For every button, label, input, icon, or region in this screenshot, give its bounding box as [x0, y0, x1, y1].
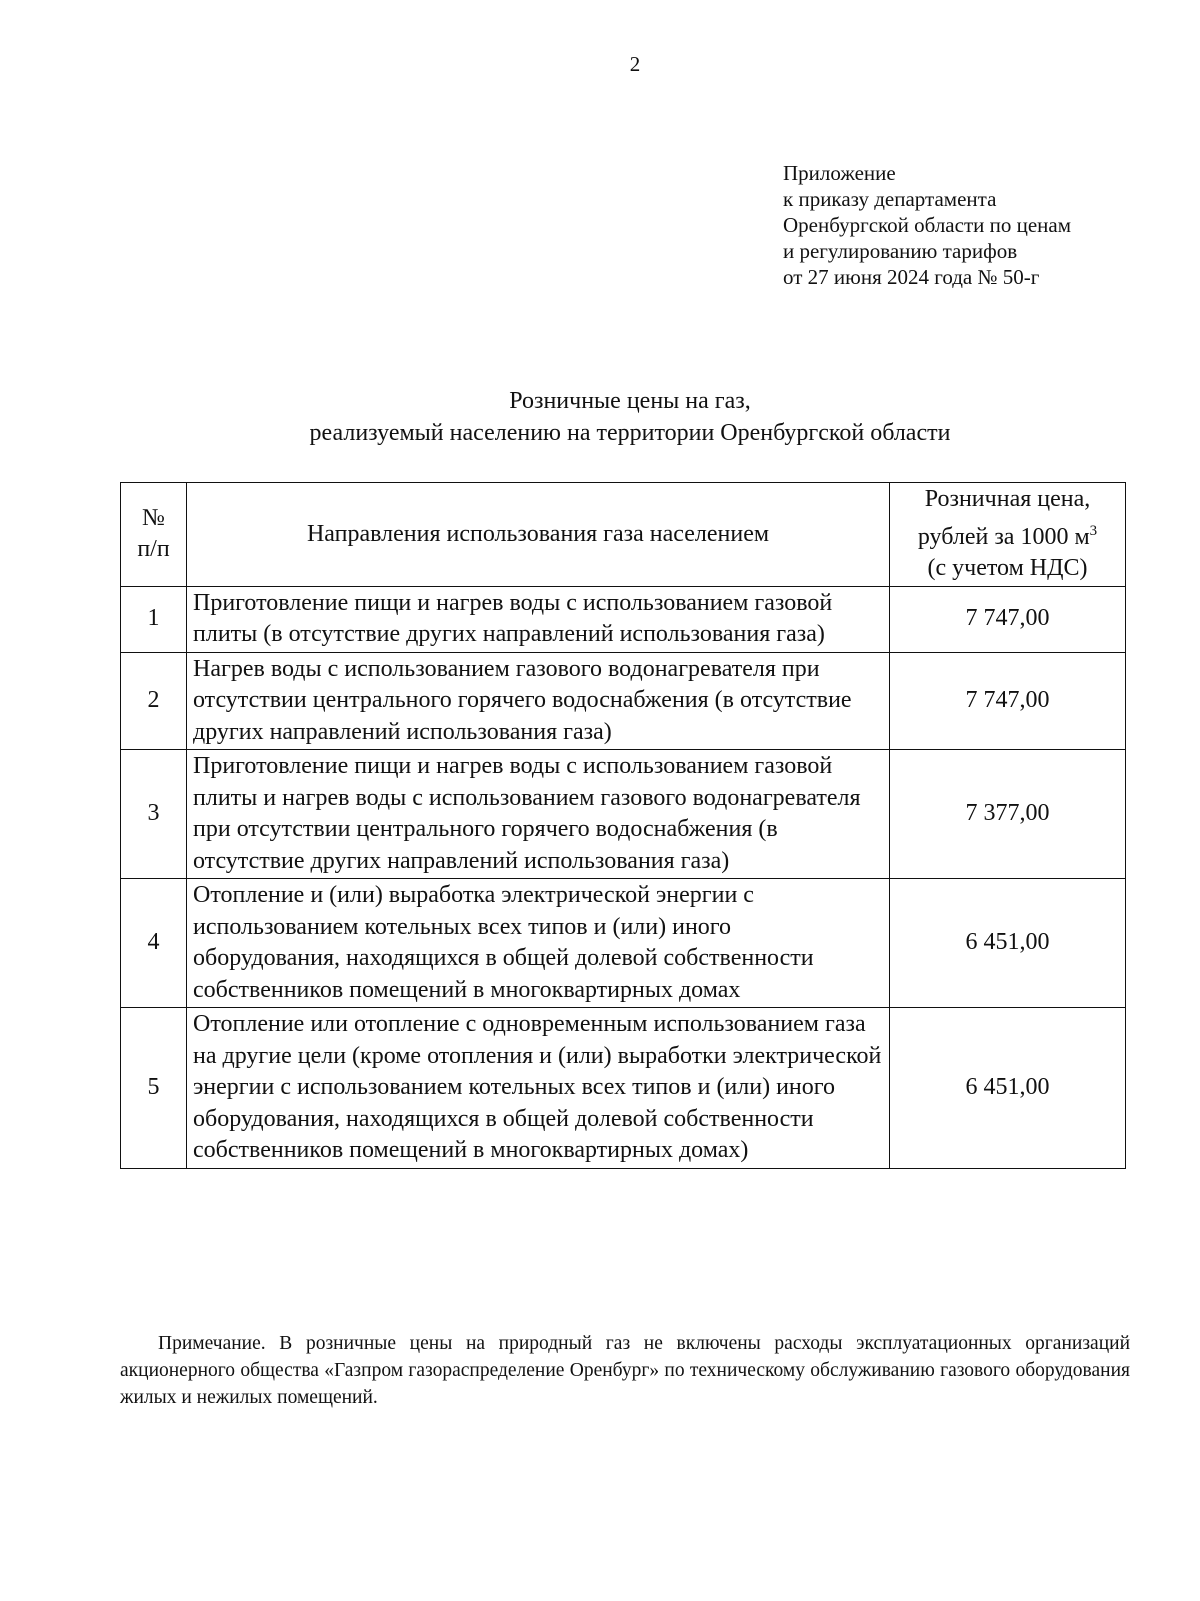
prices-table [120, 482, 1126, 1169]
header-price-line-2 [896, 516, 1119, 554]
header-number-line-2: п/п [137, 536, 170, 563]
appendix-block [783, 160, 1071, 290]
table-row [121, 750, 1126, 879]
table-header-row [121, 483, 1126, 587]
row-direction: Отопление или отопление с одновременным использованием газа на другие цели (кроме отопления и (или) выработки электрической энергии с использованием котельных всех типов и (или) иного оборудования, находящихся в общей долевой собственности собственников помещений в многоквартирных домах) [187, 1008, 890, 1169]
note-label: Примечание. [158, 1333, 266, 1354]
row-price: 7 747,00 [890, 652, 1126, 750]
row-direction: Нагрев воды с использованием газового водонагревателя при отсутствии центрального горячего водоснабжения (в отсутствие других направлений использования газа) [187, 652, 890, 750]
header-price-line-3: (с учетом НДС) [927, 555, 1088, 581]
header-number-line-1: № [142, 504, 165, 531]
title-line-2: реализуемый населению на территории Оренбургской области [309, 420, 951, 446]
header-price-line-1: Розничная цена, [924, 486, 1091, 512]
row-price: 6 451,00 [890, 1008, 1126, 1169]
header-price-unit: рублей за 1000 м [917, 523, 1090, 550]
row-number: 5 [121, 1008, 187, 1169]
row-price: 7 747,00 [890, 586, 1126, 652]
header-price [890, 483, 1126, 587]
table-row [121, 1008, 1126, 1169]
row-price: 6 451,00 [890, 879, 1126, 1008]
row-price: 7 377,00 [890, 750, 1126, 879]
header-price-superscript: 3 [1089, 522, 1098, 539]
appendix-line: и регулированию тарифов [783, 239, 1018, 263]
appendix-line: Приложение [783, 161, 896, 185]
page-number: 2 [629, 52, 641, 76]
table-row [121, 586, 1126, 652]
appendix-line: к приказу департамента [783, 187, 997, 211]
row-direction: Отопление и (или) выработка электрической энергии с использованием котельных всех типов и (или) иного оборудования, находящихся в общей долевой собственности собственников помещений в многоквартирных домах [187, 879, 890, 1008]
appendix-line: от 27 июня 2024 года № 50-г [783, 265, 1040, 289]
row-direction: Приготовление пищи и нагрев воды с использованием газовой плиты (в отсутствие других направлений использования газа) [187, 586, 890, 652]
document-title [120, 385, 1140, 449]
note-paragraph [120, 1330, 1130, 1411]
row-number: 1 [121, 586, 187, 652]
row-number: 4 [121, 879, 187, 1008]
appendix-line: Оренбургской области по ценам [783, 213, 1072, 237]
row-number: 2 [121, 652, 187, 750]
table-row [121, 652, 1126, 750]
title-line-1: Розничные цены на газ, [509, 388, 751, 414]
table-row [121, 879, 1126, 1008]
row-number: 3 [121, 750, 187, 879]
header-direction: Направления использования газа населением [187, 483, 890, 587]
note-text: В розничные цены на природный газ не включены расходы эксплуатационных организаций акционерного общества «Газпром газораспределение Оренбург» по техническому обслуживанию газового оборудования жилых и нежилых помещений. [120, 1333, 1130, 1408]
row-direction: Приготовление пищи и нагрев воды с использованием газовой плиты и нагрев воды с использованием газового водонагревателя при отсутствии центрального горячего водоснабжения (в отсутствие других направлений использования газа) [187, 750, 890, 879]
header-number [121, 483, 187, 587]
